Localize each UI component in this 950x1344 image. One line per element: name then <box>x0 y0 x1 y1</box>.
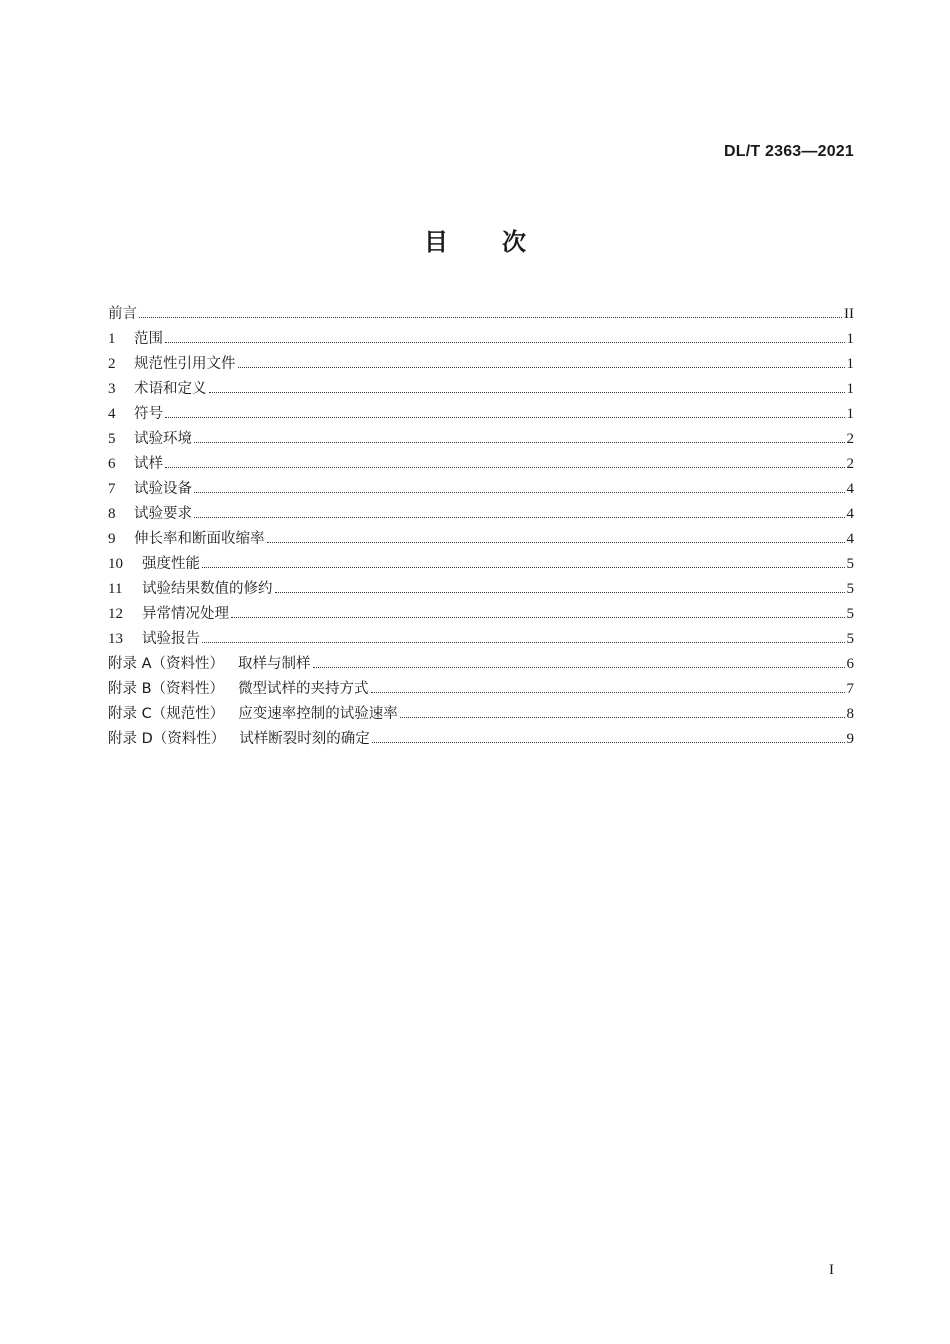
toc-entry-number: 13 <box>108 631 123 647</box>
toc-entry-number: 8 <box>108 506 116 522</box>
toc-entry-clause-6[interactable] <box>108 452 854 477</box>
toc-entry-label: 强度性能 <box>142 556 200 572</box>
footer-page-number: I <box>829 1262 834 1278</box>
dot-leader <box>275 591 845 593</box>
annex-title: 试样断裂时刻的确定 <box>239 731 370 747</box>
toc-entry-page: 9 <box>846 731 854 747</box>
dot-leader <box>194 441 845 443</box>
toc-entry-page: 1 <box>846 356 854 372</box>
toc-entry-page: 1 <box>846 406 854 422</box>
toc-entry-label: 范围 <box>134 331 163 347</box>
toc-entry-label <box>108 727 370 752</box>
toc-entry-number: 6 <box>108 456 116 472</box>
toc-entry-page: 1 <box>846 381 854 397</box>
toc-entry-clause-1[interactable] <box>108 327 854 352</box>
toc-entry-label: 试验报告 <box>142 631 200 647</box>
toc-entry-label <box>108 677 369 702</box>
toc-entry-page: 5 <box>846 606 854 622</box>
dot-leader <box>194 491 845 493</box>
toc-entry-label: 试验设备 <box>134 481 192 497</box>
dot-leader <box>231 616 845 618</box>
toc-entry-page: 4 <box>846 481 854 497</box>
toc-entry-label: 试验环境 <box>134 431 192 447</box>
toc-entry-label <box>108 702 398 727</box>
toc-entry-page: 7 <box>846 681 854 697</box>
toc-entry-number: 4 <box>108 406 116 422</box>
toc-entry-label: 伸长率和断面收缩率 <box>134 531 265 547</box>
toc-entry-annex-a[interactable] <box>108 652 854 677</box>
toc-entry-page: 6 <box>846 656 854 672</box>
annex-designation: 附录 A（资料性） <box>108 656 225 672</box>
toc-entry-clause-2[interactable] <box>108 352 854 377</box>
annex-designation: 附录 B（资料性） <box>108 681 225 697</box>
toc-entry-clause-8[interactable] <box>108 502 854 527</box>
toc-entry-page: 2 <box>846 431 854 447</box>
annex-title: 取样与制样 <box>238 656 311 672</box>
toc-entry-label <box>108 652 311 677</box>
annex-title: 应变速率控制的试验速率 <box>238 706 398 722</box>
toc-entry-page: 2 <box>846 456 854 472</box>
dot-leader <box>139 316 842 318</box>
toc-entry-number: 9 <box>108 531 116 547</box>
toc-title <box>0 222 950 257</box>
toc-entry-label: 试验要求 <box>134 506 192 522</box>
dot-leader <box>202 641 845 643</box>
dot-leader <box>165 416 845 418</box>
toc-entry-label: 前言 <box>108 306 137 322</box>
toc-entry-number: 3 <box>108 381 116 397</box>
toc-entry-number: 10 <box>108 556 123 572</box>
toc-entry-label: 试样 <box>134 456 163 472</box>
annex-designation: 附录 C（规范性） <box>108 706 225 722</box>
toc-entry-page: 8 <box>846 706 854 722</box>
dot-leader <box>202 566 845 568</box>
toc-entry-annex-c[interactable] <box>108 702 854 727</box>
dot-leader <box>165 466 845 468</box>
toc-entry-clause-9[interactable] <box>108 527 854 552</box>
toc-entry-label: 符号 <box>134 406 163 422</box>
annex-designation: 附录 D（资料性） <box>108 731 226 747</box>
toc-entry-page: II <box>844 306 854 322</box>
dot-leader <box>165 341 845 343</box>
dot-leader <box>209 391 845 393</box>
toc-entry-clause-4[interactable] <box>108 402 854 427</box>
toc-entry-clause-11[interactable] <box>108 577 854 602</box>
dot-leader <box>194 516 845 518</box>
toc-entry-annex-d[interactable] <box>108 727 854 752</box>
toc-entry-number: 1 <box>108 331 116 347</box>
toc-entry-page: 5 <box>846 631 854 647</box>
toc-entry-number: 11 <box>108 581 123 597</box>
toc-entry-clause-13[interactable] <box>108 627 854 652</box>
toc-title-char-1: 目 <box>424 228 448 256</box>
toc-entry-clause-10[interactable] <box>108 552 854 577</box>
toc-entry-label: 术语和定义 <box>134 381 207 397</box>
toc-entry-page: 5 <box>846 556 854 572</box>
toc-entry-preface[interactable] <box>108 302 854 327</box>
toc-entry-number: 12 <box>108 606 123 622</box>
toc-entry-page: 1 <box>846 331 854 347</box>
table-of-contents <box>108 302 854 752</box>
toc-title-char-2: 次 <box>502 228 526 256</box>
dot-leader <box>400 716 845 718</box>
toc-entry-annex-b[interactable] <box>108 677 854 702</box>
dot-leader <box>372 741 845 743</box>
toc-entry-page: 4 <box>846 531 854 547</box>
standard-code: DL/T 2363—2021 <box>724 143 854 160</box>
dot-leader <box>238 366 845 368</box>
dot-leader <box>313 666 845 668</box>
dot-leader <box>371 691 845 693</box>
toc-entry-label: 异常情况处理 <box>142 606 229 622</box>
toc-entry-number: 2 <box>108 356 116 372</box>
toc-entry-label: 试验结果数值的修约 <box>142 581 273 597</box>
toc-entry-page: 4 <box>846 506 854 522</box>
toc-entry-page: 5 <box>846 581 854 597</box>
toc-entry-number: 5 <box>108 431 116 447</box>
toc-entry-number: 7 <box>108 481 116 497</box>
toc-entry-label: 规范性引用文件 <box>134 356 236 372</box>
toc-entry-clause-3[interactable] <box>108 377 854 402</box>
toc-entry-clause-7[interactable] <box>108 477 854 502</box>
dot-leader <box>267 541 845 543</box>
toc-entry-clause-12[interactable] <box>108 602 854 627</box>
toc-entry-clause-5[interactable] <box>108 427 854 452</box>
annex-title: 微型试样的夹持方式 <box>238 681 369 697</box>
